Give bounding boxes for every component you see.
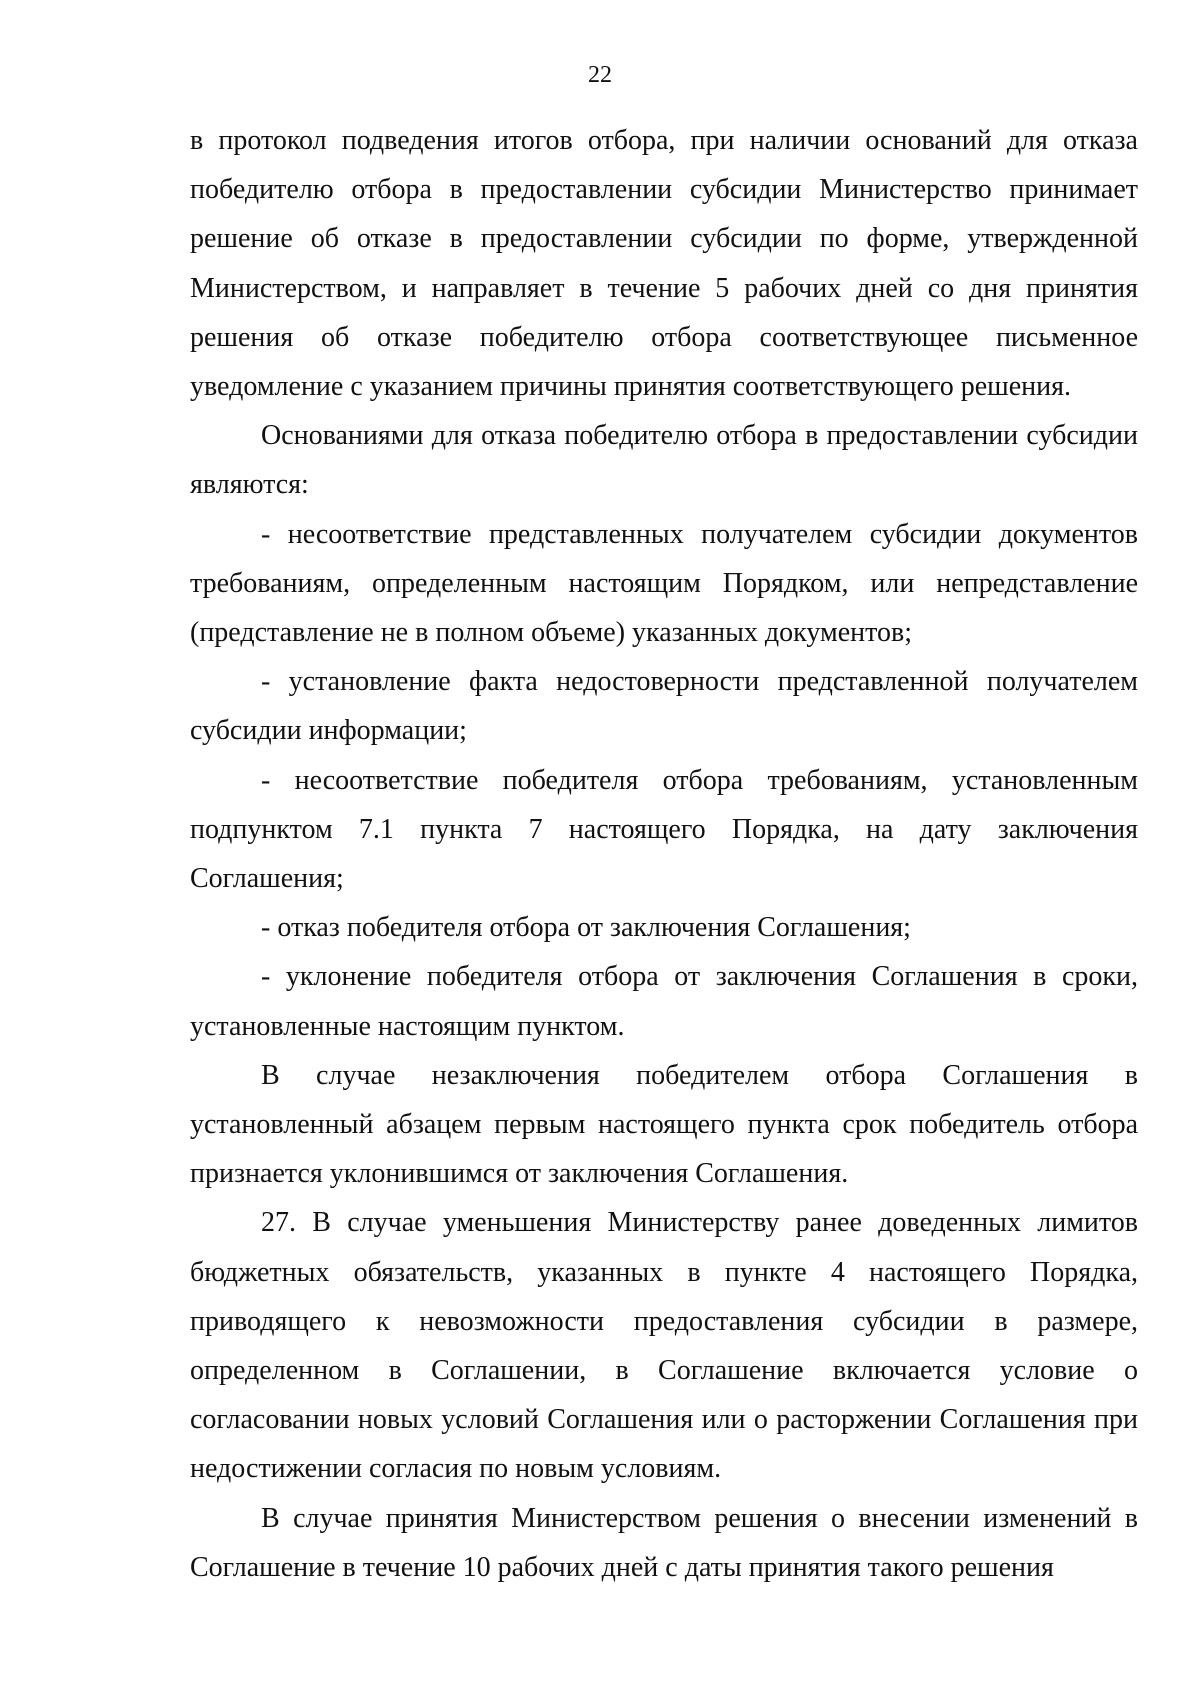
paragraph-clause-27: 27. В случае уменьшения Министерству ранее доведенных лимитов бюджетных обязательств, указанных в пункте 4 настоящего Порядка, приводящего к невозможности предоставления субсидии в размере, определенном в Соглашении, в Соглашение включается условие о согласовании новых условий Соглашения или о расторжении Соглашения при недостижении согласия по новым условиям. <box>190 1207 1138 1485</box>
paragraph-ground-evasion: - уклонение победителя отбора от заключения Соглашения в сроки, установленные настоящим пунктом. <box>190 961 1138 1042</box>
paragraph-non-conclusion: В случае незаключения победителем отбора Соглашения в установленный абзацем первым настоящего пункта срок победитель отбора признается уклонившимся от заключения Соглашения. <box>190 1059 1138 1190</box>
paragraph-ground-refusal-to-conclude: - отказ победителя отбора от заключения Соглашения; <box>261 912 911 944</box>
paragraph-ground-false-information: - установление факта недостоверности представленной получателем субсидии информации; <box>190 666 1138 747</box>
paragraph-ground-requirements-mismatch: - несоответствие победителя отбора требованиям, установленным подпунктом 7.1 пункта 7 настоящего Порядка, на дату заключения Соглашения; <box>190 764 1138 895</box>
paragraph-amendment-decision: В случае принятия Министерством решения о внесении изменений в Соглашение в течение 10 рабочих дней с даты принятия такого решения <box>190 1502 1138 1583</box>
paragraph-ground-documents-mismatch: - несоответствие представленных получателем субсидии документов требованиям, определенным настоящим Порядком, или непредставление (представление не в полном объеме) указанных документов; <box>190 518 1138 649</box>
page-number: 22 <box>588 62 612 88</box>
document-body <box>190 116 1138 1592</box>
paragraph-continuation-refusal-decision: в протокол подведения итогов отбора, при наличии оснований для отказа победителю отбора в предоставлении субсидии Министерство принимает решение об отказе в предоставлении субсидии по форме, утвержденной Министерством, и направляет в течение 5 рабочих дней со дня принятия решения об отказе победителю отбора соответствующее письменное уведомление с указанием причины принятия соответствующего решения. <box>190 125 1138 403</box>
paragraph-refusal-grounds-intro: Основаниями для отказа победителю отбора в предоставлении субсидии являются: <box>190 420 1138 501</box>
